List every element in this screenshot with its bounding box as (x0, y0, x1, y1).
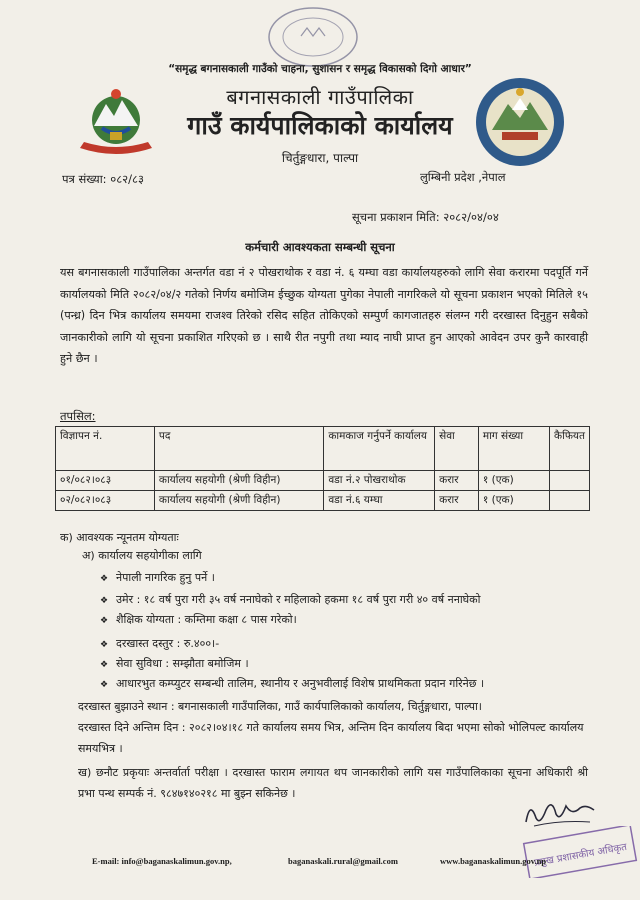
diamond-bullet-icon: ❖ (100, 596, 109, 606)
cell-count: १ (एक) (478, 471, 549, 491)
details-label: तपसिल: (60, 409, 96, 423)
vacancy-table (55, 426, 590, 511)
cell-ad-no: ०२/०८२।०८३ (56, 491, 155, 511)
footer-email[interactable]: E-mail: info@baganaskalimun.gov.np, (92, 856, 232, 866)
municipality-name: बगनासकाली गाउँपालिका (226, 85, 414, 109)
diamond-bullet-icon: ❖ (100, 680, 109, 690)
list-item: ❖ शैक्षिक योग्यता : कम्तिमा कक्षा ८ पास गरेको। (100, 613, 297, 626)
col-header-count: माग संख्या (478, 427, 549, 471)
col-header-post: पद (154, 427, 323, 471)
cell-remarks (550, 471, 590, 491)
application-location: दरखास्त बुझाउने स्थान : बगनासकाली गाउँपालिका, गाउँ कार्यपालिकाको कार्यालय, चिर्तुङ्गधारा, पाल्पा। (78, 700, 482, 713)
section-a-heading: क) आवश्यक न्यूनतम योग्यताः (60, 531, 179, 544)
official-stamp-icon (520, 826, 640, 878)
footer-website[interactable]: www.baganaskalimun.gov.np (440, 856, 547, 866)
cell-service: करार (435, 491, 479, 511)
col-header-ad-no: विज्ञापन नं. (56, 427, 155, 471)
col-header-remarks: कैफियत (550, 427, 590, 471)
notice-paragraph: यस बगनासकाली गाउँपालिका अन्तर्गत वडा नं २ पोखराथोक र वडा नं. ६ यम्घा वडा कार्यालयहरुको लागि सेवा करारमा पदपूर्ति गर्ने कार्यालयको मिति २०८२/०४/२ गतेको निर्णय बमोजिम ईच्छुक योग्यता पुगेका नेपाली नागरिकले यो सूचना प्रकाशन भएको मितिले १५ (पन्ध्र) दिन भित्र कार्यालय समयमा राजश्व तिरेको रसिद सहित तोकिएको सम्पुर्ण कागजातहरु संलग्न गरी दरखास्त दिनुहुन सबैको जानकारीको लागि यो सूचना प्रकाशित गरिएको छ । साथै रीत नपुगी तथा म्याद नाघी प्राप्त हुन आएको आवेदन उपर कुनै कारवाही हुने छैन । (60, 266, 588, 365)
table-row (56, 471, 590, 491)
province-label: लुम्बिनी प्रदेश ,नेपाल (420, 170, 506, 184)
office-address: चिर्तुङ्गधारा, पाल्पा (281, 151, 359, 165)
application-deadline: दरखास्त दिने अन्तिम दिन : २०८२।०४।१८ गते कार्यालय समय भित्र, अन्तिम दिन कार्यालय बिदा भएमा सोको भोलिपल्ट कार्यालय समयभित्र । (78, 721, 584, 755)
cell-post: कार्यालय सहयोगी (श्रेणी विहीन) (154, 471, 323, 491)
publish-date: सूचना प्रकाशन मिति: २०८२/०४/०४ (352, 210, 499, 224)
diamond-bullet-icon: ❖ (100, 616, 109, 626)
top-round-stamp (265, 4, 361, 70)
slogan: “समृद्ध बगनासकाली गाउँको चाहना, सुशासन र समृद्ध विकासको दिगो आधार” (168, 63, 472, 75)
letter-reference: पत्र संख्या: ०८२/८३ (62, 172, 144, 186)
col-header-service: सेवा (435, 427, 479, 471)
col-header-office: कामकाज गर्नुपर्ने कार्यालय (324, 427, 435, 471)
diamond-bullet-icon: ❖ (100, 574, 109, 584)
table-header-row (56, 427, 590, 471)
cell-office: वडा नं.२ पोखराथोक (324, 471, 435, 491)
cell-service: करार (435, 471, 479, 491)
list-item: ❖ नेपाली नागरिक हुनु पर्ने । (100, 571, 215, 584)
office-name: गाउँ कार्यपालिकाको कार्यालय (187, 111, 453, 140)
list-item: ❖ उमेर : १८ वर्ष पुरा गरी ३५ वर्ष ननाघेको र महिलाको हकमा १८ वर्ष पुरा गरी ४० वर्ष ननाघेको (100, 593, 481, 606)
cell-office: वडा नं.६ यम्घा (324, 491, 435, 511)
list-item: ❖ आधारभुत कम्प्युटर सम्बन्धी तालिम, स्थानीय र अनुभवीलाई विशेष प्राथमिकता प्रदान गरिनेछ । (100, 677, 485, 690)
cell-ad-no: ०१/०८२।०८३ (56, 471, 155, 491)
notice-title: कर्मचारी आवश्यकता सम्बन्धी सूचना (245, 240, 395, 254)
nepal-government-emblem-icon (72, 86, 160, 160)
footer-gmail[interactable]: baganaskali.rural@gmail.com (288, 856, 398, 866)
subsection-a-heading: अ) कार्यालय सहयोगीका लागि (82, 549, 202, 562)
cell-remarks (550, 491, 590, 511)
list-item: ❖ दरखास्त दस्तुर : रु.४००।- (100, 637, 220, 650)
table-row (56, 491, 590, 511)
cell-count: १ (एक) (478, 491, 549, 511)
stamp-text: प्रमुख प्रशासकीय अधिकृत (533, 841, 628, 870)
diamond-bullet-icon: ❖ (100, 660, 109, 670)
section-b-selection: ख) छनौट प्रकृयाः अन्तर्वार्ता परीक्षा । दरखास्त फाराम लगायत थप जानकारीको लागि यस गाउँपालिकाका सूचना अधिकारी श्री प्रभा पन्थ सम्पर्क नं. ९८४७१४०२१८ मा बुझ्न सकिनेछ । (78, 766, 588, 800)
list-item: ❖ सेवा सुविधा : सम्झौता बमोजिम । (100, 657, 249, 670)
cell-post: कार्यालय सहयोगी (श्रेणी विहीन) (154, 491, 323, 511)
diamond-bullet-icon: ❖ (100, 640, 109, 650)
